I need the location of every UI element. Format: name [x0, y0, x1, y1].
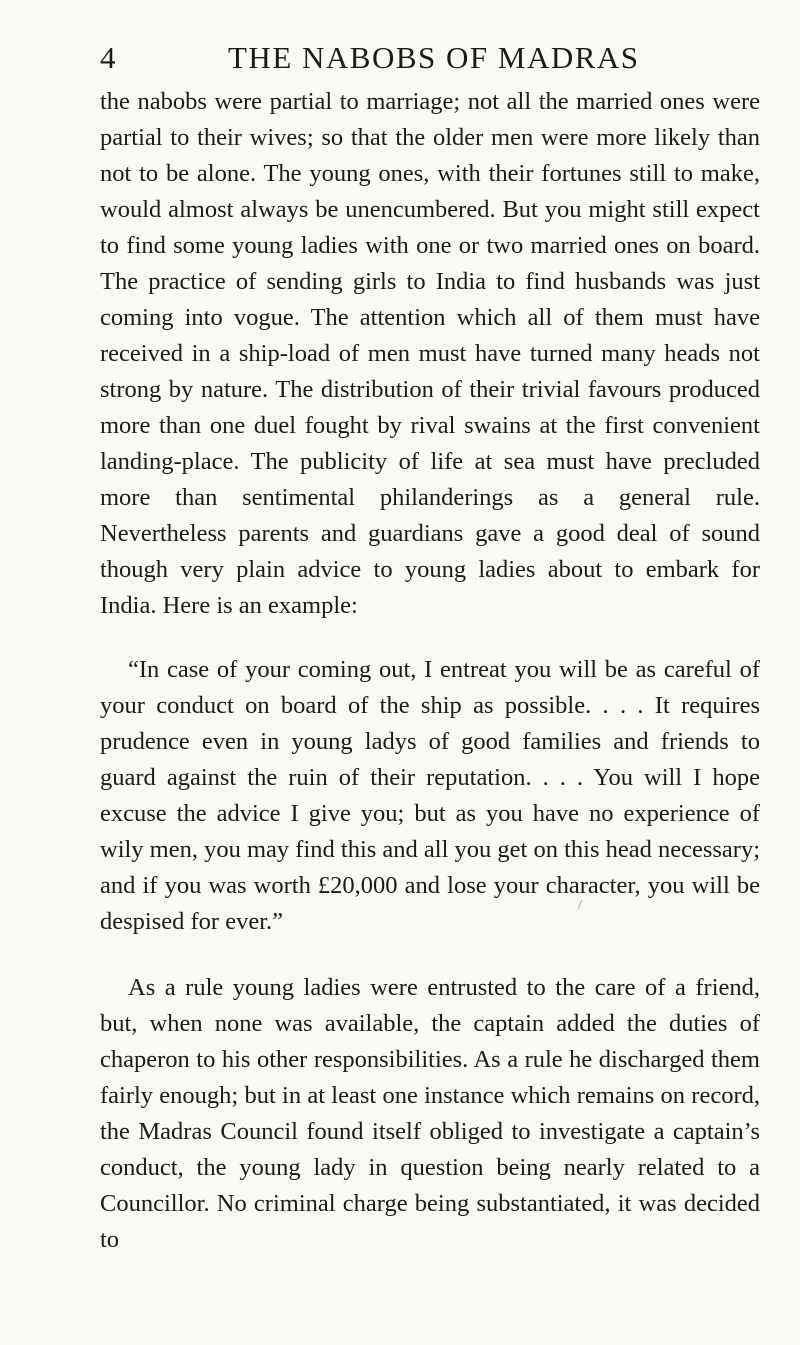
running-head: THE NABOBS OF MADRAS: [228, 40, 640, 75]
paragraph-continuation: the nabobs were partial to marriage; not all the married ones were partial to their wives; so that the older men were more likely than not to be alone. The young ones, with their fortunes still to make, would almost always be unencumbered. But you might still expect to find some young ladies with one or two married ones on board. The practice of sending girls to India to find husbands was just coming into vogue. The attention which all of them must have received in a ship-load of men must have turned many heads not strong by nature. The distribution of their trivial favours produced more than one duel fought by rival swains at the first convenient landing-place. The publicity of life at sea must have precluded more than sentimental philanderings as a general rule. Nevertheless parents and guardians gave a good deal of sound though very plain advice to young ladies about to embark for India. Here is an example:: [100, 88, 760, 619]
page-number: 4: [100, 40, 116, 75]
body-text: [100, 84, 760, 1258]
page-content: [100, 34, 760, 1258]
page-header: [100, 34, 760, 84]
paragraph-quotation: “In case of your coming out, I entreat you will be as careful of your conduct on board of the ship as possible. . . . It requires prudence even in young ladys of good families and friends to guard against the ruin of their reputation. . . . You will I hope excuse the advice I give you; but as you have no experience of wily men, you may find this and all you get on this head necessary; and if you was worth £20,000 and lose your character, you will be despised for ever.”: [100, 656, 761, 935]
paragraph-chaperon: As a rule young ladies were entrusted to the care of a friend, but, when none was available, the captain added the duties of chaperon to his other responsibilities. As a rule he discharged them fairly enough; but in at least one instance which remains on record, the Madras Council found itself obliged to investigate a captain’s conduct, the young lady in question being nearly related to a Councillor. No criminal charge being substantiated, it was decided to: [100, 974, 760, 1253]
stray-pencil-mark: /: [578, 898, 582, 913]
